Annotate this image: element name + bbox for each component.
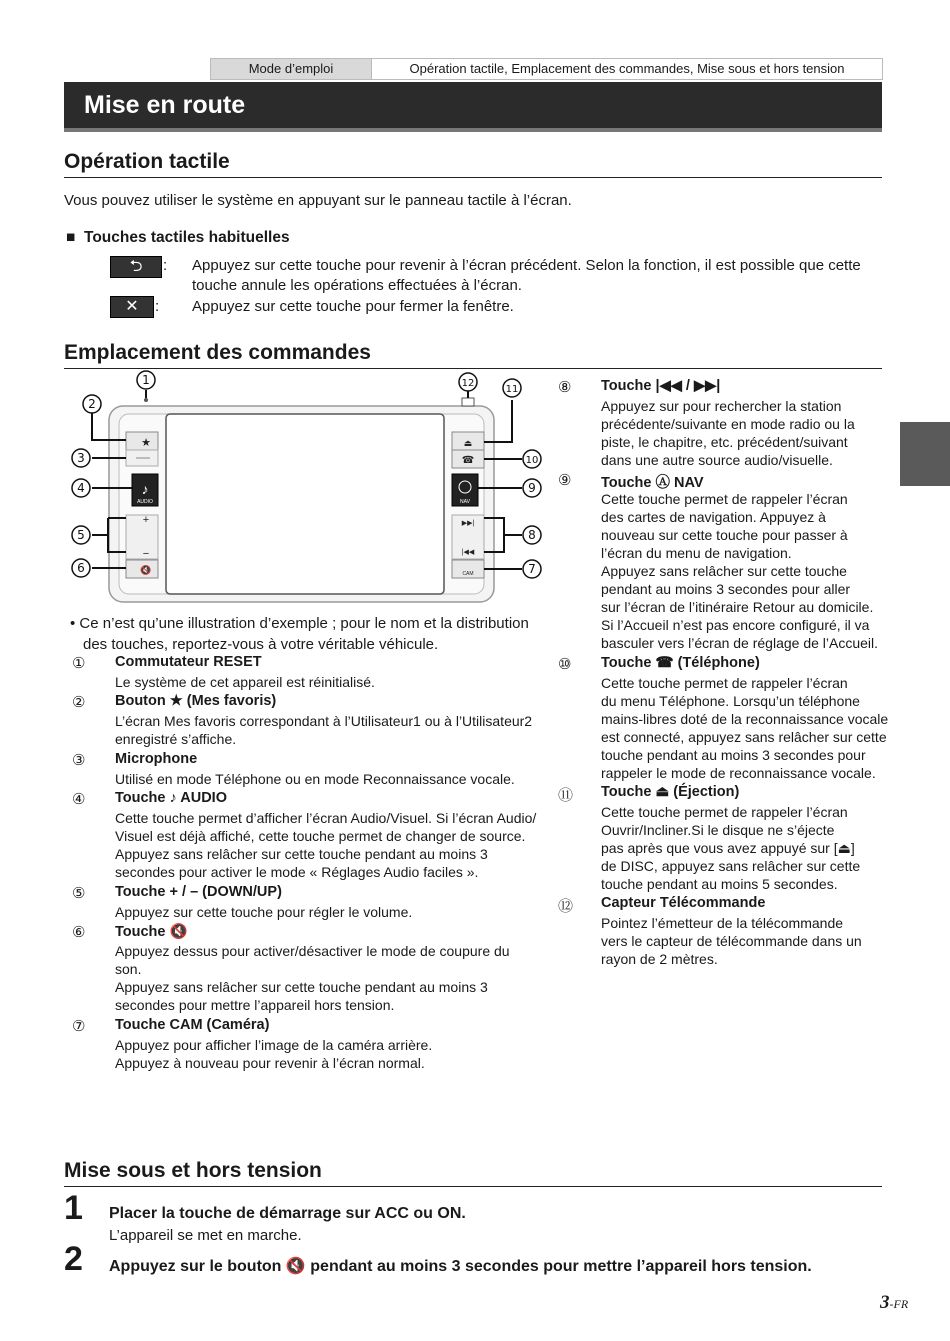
header-topics-tab: Opération tactile, Emplacement des commandes, Mise sous et hors tension xyxy=(371,58,883,80)
item-number: ② xyxy=(72,694,86,711)
audio-button-label: AUDIO xyxy=(137,499,153,505)
svg-text:5: 5 xyxy=(77,528,85,542)
back-text-line1: Appuyez sur cette touche pour revenir à l’écran précédent. Selon la fonction, il est possible que cette xyxy=(192,257,861,274)
next-track-icon: ▶▶| xyxy=(693,378,721,394)
square-bullet-icon: ■ xyxy=(66,229,76,246)
item-title: Touche ☎ (Téléphone) xyxy=(601,655,760,671)
touch-subhead-text: Touches tactiles habituelles xyxy=(84,229,290,246)
item-number: ⑧ xyxy=(558,379,572,396)
item-body: vers le capteur de télécommande dans un xyxy=(601,933,862,949)
item-body: rayon de 2 mètres. xyxy=(601,951,718,967)
item-body: Appuyez sans relâcher sur cette touche pendant au moins 3 xyxy=(115,979,488,995)
item-body: du menu Téléphone. Lorsqu’un téléphone xyxy=(601,693,860,709)
svg-text:−: − xyxy=(142,548,150,560)
colon: : xyxy=(155,298,160,315)
item-body: nouveau sur cette touche pour passer à xyxy=(601,527,848,543)
item-title: Touche |◀◀ / ▶▶| xyxy=(601,378,721,394)
svg-text:1: 1 xyxy=(142,373,150,387)
phone-icon: ☎ xyxy=(655,655,674,671)
svg-text:11: 11 xyxy=(505,384,519,395)
item-title: Touche ♪ AUDIO xyxy=(115,790,227,806)
item-number: ⑥ xyxy=(72,924,86,941)
item-body: enregistré s’affiche. xyxy=(115,731,237,747)
item-body: pas après que vous avez appuyé sur [⏏] xyxy=(601,840,855,856)
svg-text:★: ★ xyxy=(141,437,151,449)
item-body: touche pendant au moins 5 secondes. xyxy=(601,876,838,892)
back-text-line2: touche annule les opérations effectuées à l’écran. xyxy=(192,277,522,294)
item-body: précédente/suivante en mode radio ou la xyxy=(601,416,855,432)
item-body: est connecté, appuyez sans relâcher sur cette xyxy=(601,729,887,745)
chapter-title: Mise en route xyxy=(84,91,246,119)
step-title: Placer la touche de démarrage sur ACC ou ON. xyxy=(109,1205,466,1222)
item-body: Appuyez dessus pour activer/désactiver le mode de coupure du xyxy=(115,943,510,959)
page-number: 3-FR xyxy=(880,1292,909,1313)
item-number: ⑨ xyxy=(558,472,572,489)
svg-text:4: 4 xyxy=(77,481,85,495)
svg-text:☎: ☎ xyxy=(461,455,475,466)
section-title-power: Mise sous et hors tension xyxy=(64,1159,882,1187)
note-line1: • Ce n’est qu’une illustration d’exemple ; pour le nom et la distribution xyxy=(70,615,529,632)
item-body: rappeler le mode de reconnaissance vocale. xyxy=(601,765,876,781)
item-title: Commutateur RESET xyxy=(115,654,262,670)
item-body: Utilisé en mode Téléphone ou en mode Reconnaissance vocale. xyxy=(115,771,515,787)
item-number: ⑫ xyxy=(558,898,574,915)
item-body: sur l’écran de l’itinéraire Retour au domicile. xyxy=(601,599,874,615)
touch-intro: Vous pouvez utiliser le système en appuyant sur le panneau tactile à l’écran. xyxy=(64,192,572,209)
item-body: des cartes de navigation. Appuyez à xyxy=(601,509,826,525)
item-number: ⑦ xyxy=(72,1018,86,1035)
item-body: l’écran du menu de navigation. xyxy=(601,545,792,561)
svg-text:6: 6 xyxy=(77,561,85,575)
item-body: Appuyez pour afficher l’image de la caméra arrière. xyxy=(115,1037,433,1053)
svg-text:7: 7 xyxy=(528,562,536,576)
close-icon: ✕ xyxy=(125,298,139,315)
item-body: de DISC, appuyez sans relâcher sur cette xyxy=(601,858,861,874)
mute-icon: 🔇 xyxy=(285,1258,306,1275)
eject-icon: ⏏ xyxy=(655,784,670,800)
item-body: Appuyez sur cette touche pour régler le volume. xyxy=(115,904,413,920)
back-button-illustration xyxy=(110,256,162,278)
close-text: Appuyez sur cette touche pour fermer la fenêtre. xyxy=(192,298,514,315)
item-title: Microphone xyxy=(115,751,198,767)
navigation-icon: Ⓐ xyxy=(655,475,671,491)
cam-button-label: CAM xyxy=(462,571,474,577)
svg-text:3: 3 xyxy=(77,451,85,465)
item-title: Bouton ★ (Mes favoris) xyxy=(115,693,277,709)
item-title: Touche + / – (DOWN/UP) xyxy=(115,884,282,900)
item-body: mains-libres doté de la reconnaissance vocale xyxy=(601,711,889,727)
svg-text:9: 9 xyxy=(528,481,536,495)
item-number: ④ xyxy=(72,791,86,808)
step-number: 1 xyxy=(64,1189,83,1227)
item-title: Touche 🔇 xyxy=(115,924,188,940)
item-body: pendant au moins 3 secondes pour aller xyxy=(601,581,851,597)
svg-text:10: 10 xyxy=(525,455,539,466)
item-number: ⑩ xyxy=(558,656,572,673)
svg-text:⏏: ⏏ xyxy=(463,438,473,448)
item-body: Cette touche permet de rappeler l’écran xyxy=(601,804,848,820)
item-body: Appuyez sans relâcher sur cette touche xyxy=(601,563,847,579)
item-title: Capteur Télécommande xyxy=(601,895,766,911)
item-body: secondes pour activer le mode « Réglages Audio faciles ». xyxy=(115,864,479,880)
note-line2: des touches, reportez-vous à votre véritable véhicule. xyxy=(83,636,439,653)
note-text-1: Ce n’est qu’une illustration d’exemple ; pour le nom et la distribution xyxy=(79,615,529,632)
reset-switch-shape xyxy=(144,398,148,402)
item-title: Touche Ⓐ NAV xyxy=(601,475,704,491)
item-body: Appuyez sur pour rechercher la station xyxy=(601,398,842,414)
touch-subhead xyxy=(66,229,290,247)
step-title: Appuyez sur le bouton 🔇 pendant au moins 3 secondes pour mettre l’appareil hors tension. xyxy=(109,1258,812,1275)
item-body: piste, le chapitre, etc. précédent/suivant xyxy=(601,434,848,450)
svg-text:12: 12 xyxy=(461,378,475,389)
nav-button-label: NAV xyxy=(460,499,470,505)
previous-track-icon: |◀◀ xyxy=(655,378,682,394)
item-body: Cette touche permet d’afficher l’écran Audio/Visuel. Si l’écran Audio/ xyxy=(115,810,537,826)
svg-text:8: 8 xyxy=(528,528,536,542)
step-number: 2 xyxy=(64,1240,83,1278)
item-body: touche pendant au moins 3 secondes pour xyxy=(601,747,866,763)
item-number: ⑤ xyxy=(72,885,86,902)
item-body: Appuyez à nouveau pour revenir à l’écran normal. xyxy=(115,1055,425,1071)
chapter-banner xyxy=(64,82,882,132)
remote-sensor-shape xyxy=(462,398,474,406)
item-body: dans une autre source audio/visuelle. xyxy=(601,452,833,468)
svg-text:▶▶|: ▶▶| xyxy=(461,520,475,527)
device-illustration xyxy=(64,370,554,610)
svg-text:♪: ♪ xyxy=(141,481,149,497)
section-title-touch: Opération tactile xyxy=(64,150,882,178)
section-title-controls: Emplacement des commandes xyxy=(64,341,882,369)
music-note-icon: ♪ xyxy=(169,790,177,806)
item-body: son. xyxy=(115,961,142,977)
side-thumb-tab xyxy=(900,422,950,486)
item-number: ① xyxy=(72,655,86,672)
step-body: L’appareil se met en marche. xyxy=(109,1227,302,1244)
item-body: Cette touche permet de rappeler l’écran xyxy=(601,675,848,691)
header-manual-tab: Mode d’emploi xyxy=(210,58,372,80)
item-body: Visuel est déjà affiché, cette touche permet de changer de source. xyxy=(115,828,526,844)
svg-text:🔇: 🔇 xyxy=(140,565,152,575)
item-title: Touche ⏏ (Éjection) xyxy=(601,784,740,800)
item-body: Le système de cet appareil est réinitialisé. xyxy=(115,674,375,690)
item-body: basculer vers l’écran de réglage de l’Accueil. xyxy=(601,635,879,651)
item-body: Cette touche permet de rappeler l’écran xyxy=(601,491,848,507)
item-body: secondes pour mettre l’appareil hors tension. xyxy=(115,997,395,1013)
item-number: ⑪ xyxy=(558,787,574,804)
back-arrow-icon: ⮌ xyxy=(129,258,143,275)
star-icon: ★ xyxy=(169,693,183,709)
item-body: Si l’Accueil n’est pas encore configuré, il va xyxy=(601,617,870,633)
svg-text:|◀◀: |◀◀ xyxy=(461,549,475,556)
item-body: Appuyez sans relâcher sur cette touche pendant au moins 3 xyxy=(115,846,488,862)
svg-text:2: 2 xyxy=(88,397,96,411)
item-number: ③ xyxy=(72,752,86,769)
item-body: L’écran Mes favoris correspondant à l’Utilisateur1 ou à l’Utilisateur2 xyxy=(115,713,533,729)
colon: : xyxy=(163,257,168,274)
item-body: Ouvrir/Incliner.Si le disque ne s’éjecte xyxy=(601,822,835,838)
svg-text:+: + xyxy=(142,514,150,526)
close-button-illustration xyxy=(110,296,154,318)
item-title: Touche CAM (Caméra) xyxy=(115,1017,270,1033)
mute-icon: 🔇 xyxy=(169,924,188,940)
item-body: Pointez l’émetteur de la télécommande xyxy=(601,915,844,931)
